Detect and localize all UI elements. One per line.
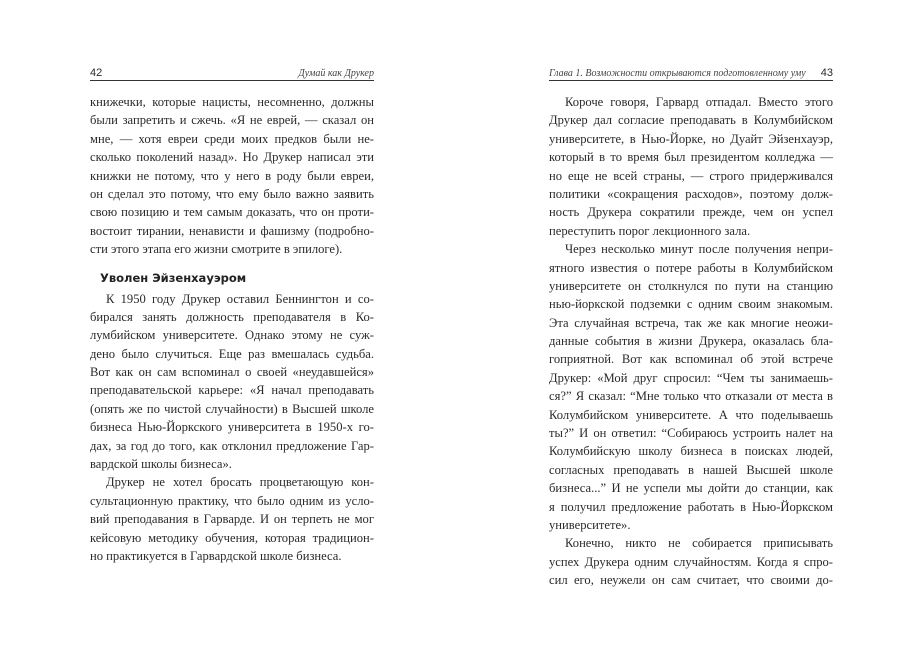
text-line: ность Друкера сократили прежде, чем он успел	[549, 205, 833, 220]
text-line: гоприятной. Вот как вспоминал об этой встрече	[549, 352, 833, 367]
text-line: университете».	[549, 517, 631, 532]
text-line: который в то время был президентом колледжа —	[549, 150, 833, 165]
text-line: Колумбийскую школу бизнеса в поисках людей,	[549, 444, 833, 459]
text-line: лумбийском университете. Однако этому не суж-	[90, 328, 374, 343]
text-line: сил его, неужели он сам считает, что своими до-	[549, 573, 833, 588]
text-line: он сделал это потому, что ему было важно заявить	[90, 186, 374, 201]
text-line: согласных преподавать в нашей Высшей школе	[549, 462, 833, 477]
text-line: книжечки, которые нацисты, несомненно, должны	[90, 95, 374, 109]
text-line: Друкер: «Мой друг спросил: “Чем ты занимаешь-	[549, 370, 833, 385]
text-line: успех Друкера одним случайностям. Когда я спро-	[549, 554, 833, 569]
text-line: Друкер не хотел бросать процветающую кон-	[106, 475, 374, 490]
text-line: преподавательской карьере: «Я начал преподавать	[90, 383, 374, 398]
page-header	[90, 64, 374, 81]
paragraph	[549, 534, 833, 589]
text-line: ты?” И он ответил: “Собираюсь устроить налет на	[549, 426, 833, 441]
text-line: переступить порог лекционного зала.	[549, 223, 751, 238]
text-line: бирался занять должность преподавателя в Ко-	[90, 309, 374, 324]
page-body	[549, 93, 833, 590]
text-line: Эта случайная встреча, так же как многие неожи-	[549, 315, 833, 330]
text-line: но еще не всей страны, — строго придерживался	[549, 168, 833, 183]
text-line: вардской школы бизнеса».	[90, 457, 232, 472]
text-line: дено было случиться. Еще раз вмешалась судьба.	[90, 346, 374, 361]
text-line: данные события в жизни Друкера, оказалась бла-	[549, 334, 833, 349]
text-line: были запретить и сжечь. «Я не еврей, — сказал он	[90, 113, 374, 128]
paragraph	[549, 93, 833, 240]
text-line: свою позицию и тем самым доказать, что он проти-	[90, 205, 374, 220]
text-line: Колумбийском университете. А что поделываешь	[549, 407, 833, 422]
text-line: дах, за год до того, как отклонил предложение Гар-	[90, 438, 374, 453]
text-line: университете он столкнулся по пути на станцию	[549, 278, 833, 293]
page-body	[90, 93, 374, 565]
text-line: бизнеса Нью-Йоркского университета в 1950-х го-	[90, 420, 374, 435]
text-line: кейсовую методику обучения, которая традицион-	[90, 530, 374, 545]
left-page	[90, 64, 374, 565]
text-line: я получил предложение работать в Нью-Йоркском	[549, 499, 833, 514]
text-line: востоит тирании, ненависти и фашизму (подробно-	[90, 223, 374, 238]
paragraph	[90, 473, 374, 565]
text-line: бизнеса...” И не успели мы дойти до станции, как	[549, 481, 833, 496]
right-page	[549, 64, 833, 590]
text-line: политики «сокращения расходов», поэтому долж-	[549, 186, 833, 201]
text-line: книжки не потому, что у него в роду были евреи,	[90, 168, 374, 183]
text-line: Короче говоря, Гарвард отпадал. Вместо этого	[565, 95, 833, 109]
text-line: ятного известия о потере работы в Колумбийском	[549, 260, 833, 275]
section-heading: Уволен Эйзенхауэром	[100, 270, 247, 285]
text-line: Вот как он сам вспоминал о своей «неудавшейся»	[90, 365, 374, 380]
text-line: сколько поколений назад». Но Друкер написал эти	[90, 150, 374, 165]
text-line: сти этого этапа его жизни смотрите в эпилоге).	[90, 242, 343, 257]
page-number: 43	[820, 67, 833, 79]
running-title: Думай как Друкер	[298, 68, 374, 79]
paragraph	[90, 93, 374, 259]
text-line: сультационную практику, что было одним из усло-	[90, 493, 374, 508]
paragraph	[549, 240, 833, 534]
text-line: нью-йоркской подземки с одним своим знакомым.	[549, 297, 833, 312]
page-header	[549, 64, 833, 81]
text-line: (опять же по чистой случайности) в Высшей школе	[90, 401, 374, 416]
running-title: Глава 1. Возможности открываются подготовленному уму	[549, 68, 806, 79]
text-line: Конечно, никто не собирается приписывать	[565, 536, 833, 551]
paragraph	[90, 290, 374, 474]
text-line: Друкер дал согласие преподавать в Колумбийском	[549, 113, 833, 128]
page-number: 42	[90, 67, 103, 79]
text-line: ся?” Я сказал: “Мне только что отказали от места в	[549, 389, 833, 404]
text-line: мне, — хотя евреи среди моих предков были не-	[90, 131, 374, 146]
text-line: университете, в Нью-Йорке, но Дуайт Эйзенхауэр,	[549, 131, 833, 146]
text-line: но практикуется в Гарвардской школе бизнеса.	[90, 548, 342, 563]
text-line: К 1950 году Друкер оставил Беннингтон и со-	[106, 291, 374, 306]
text-line: Через несколько минут после получения непри-	[565, 242, 833, 257]
text-line: вий преподавания в Гарварде. И он терпеть не мог	[90, 512, 374, 527]
